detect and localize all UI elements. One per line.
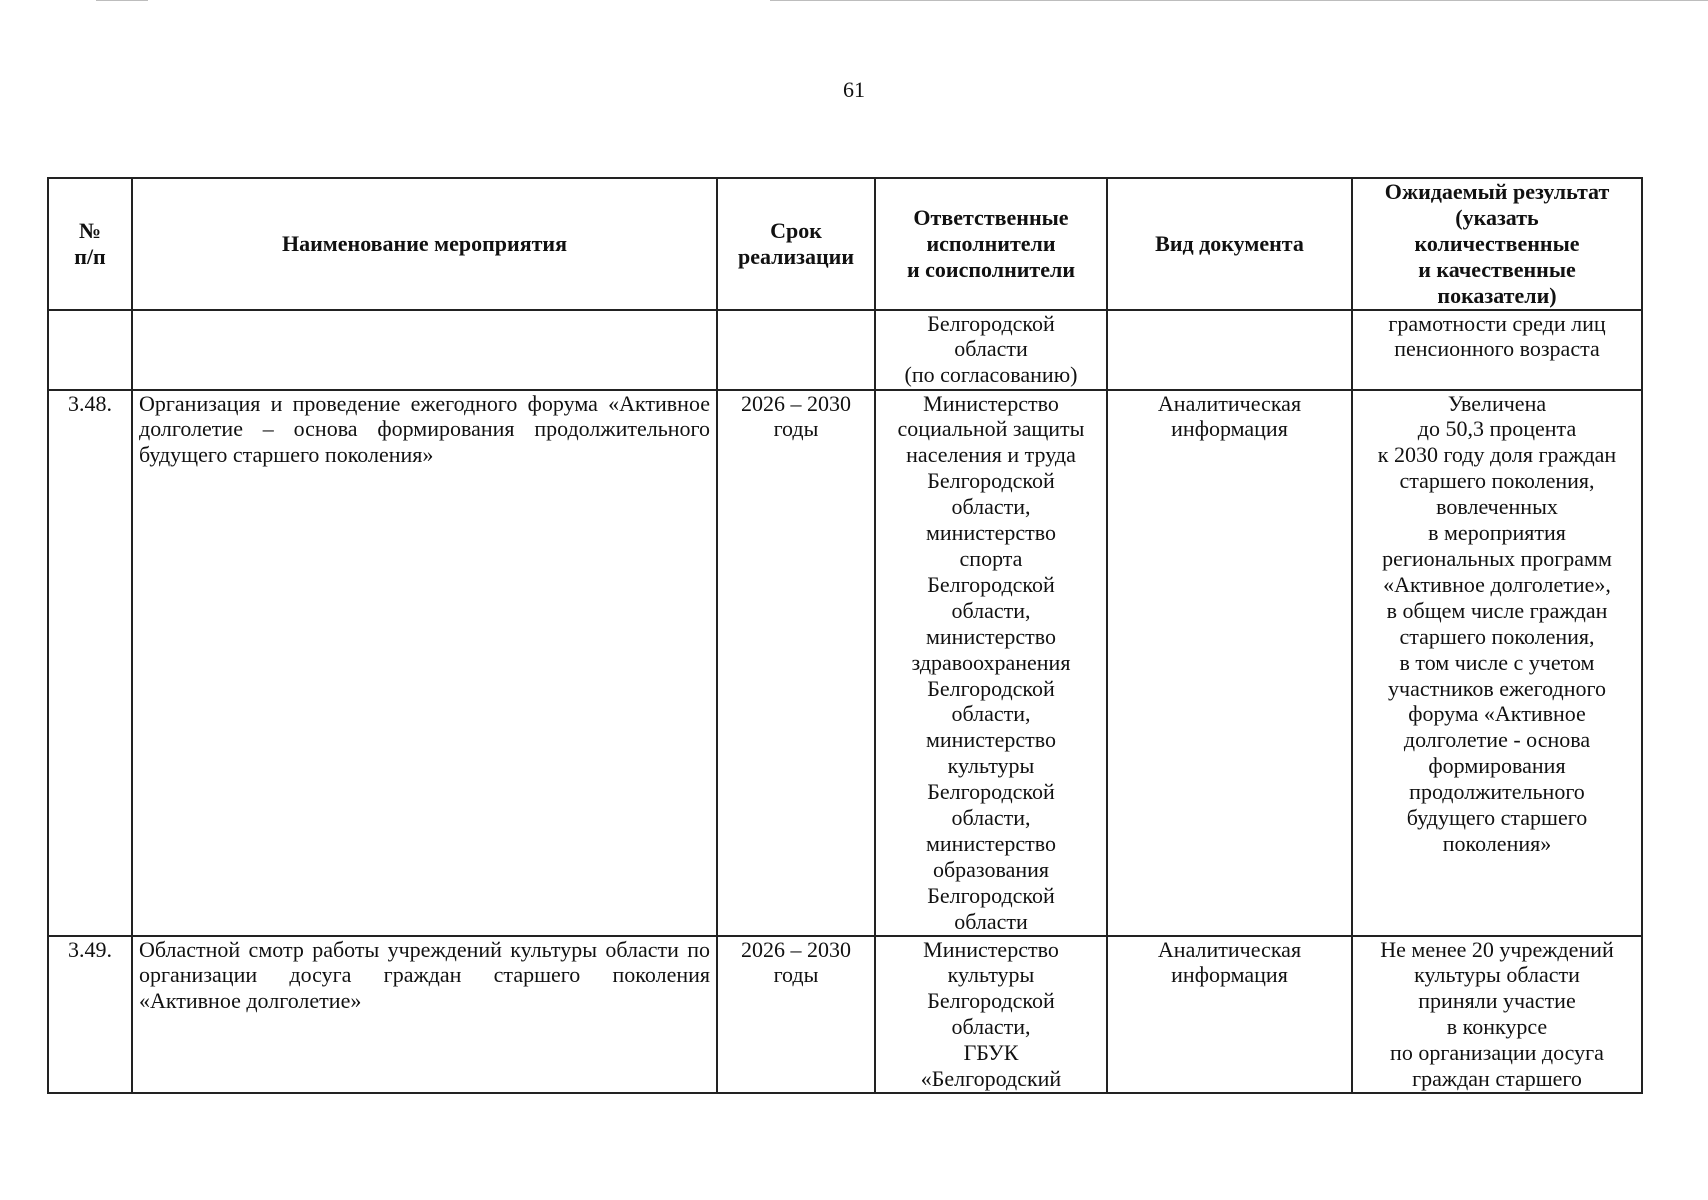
cell-text-line: будущего старшего — [1406, 805, 1588, 831]
cell-text-line: годы — [773, 962, 819, 988]
page-number: 61 — [843, 77, 865, 102]
cell-responsible — [875, 936, 1107, 1093]
cell-text-line: «Активное долголетие», — [1383, 571, 1611, 597]
cell-text-line: и качественные — [1418, 256, 1576, 282]
cell-doc-type — [1107, 390, 1352, 936]
cell-num: 3.48. — [48, 390, 132, 936]
cell-text-line: исполнители — [926, 230, 1056, 256]
cell-text-line: грамотности среди лиц — [1388, 310, 1606, 336]
cell-text-line: Белгородской — [927, 779, 1055, 805]
cell-text-line: показатели) — [1437, 282, 1557, 308]
cell-text-line: 2026 – 2030 — [741, 390, 851, 416]
header-num — [48, 178, 132, 310]
cell-text-line: области, — [951, 597, 1031, 623]
cell-text-line: Белгородской — [927, 988, 1055, 1014]
cell-num — [48, 310, 132, 390]
cell-text-line: № — [78, 217, 102, 243]
cell-text-line: образования — [932, 856, 1050, 882]
cell-text-line: информация — [1171, 962, 1288, 988]
cell-text-line: по организации досуга — [1390, 1040, 1604, 1066]
cell-text-line: реализации — [737, 243, 855, 269]
cell-text-line: области, — [951, 805, 1031, 831]
cell-text-line: в конкурсе — [1446, 1014, 1548, 1040]
cell-text-line: культуры — [947, 753, 1035, 779]
cell-text-line: министерство — [925, 520, 1056, 546]
cell-text-line: поколения» — [1442, 830, 1552, 856]
cell-text-line: культуры — [947, 962, 1035, 988]
cell-text-line: социальной защиты — [897, 416, 1085, 442]
cell-text-line: годы — [773, 416, 819, 442]
cell-text-line: культуры области — [1414, 962, 1580, 988]
cell-text-line: формирования — [1428, 753, 1566, 779]
cell-text-line: здравоохранения — [911, 649, 1071, 675]
cell-text-line: региональных программ — [1382, 545, 1612, 571]
header-responsible — [875, 178, 1107, 310]
cell-text-line: Аналитическая — [1157, 936, 1302, 962]
cell-text-line: вовлеченных — [1436, 494, 1558, 520]
table-row — [48, 310, 1642, 390]
cell-text-line: Ответственные — [913, 204, 1069, 230]
cell-text-line: «Белгородский — [920, 1066, 1062, 1092]
cell-text-line: старшего поколения, — [1399, 468, 1595, 494]
cell-name — [132, 390, 717, 936]
table-row — [48, 390, 1642, 936]
cell-text-line: ГБУК — [963, 1040, 1019, 1066]
cell-text-line: и соисполнители — [906, 256, 1076, 282]
cell-text-line: продолжительного — [1409, 779, 1585, 805]
cell-text-line: Не менее 20 учреждений — [1380, 936, 1614, 962]
header-expected-result — [1352, 178, 1642, 310]
cell-text-line: Министерство — [923, 936, 1059, 962]
cell-text-line: Белгородской — [927, 571, 1055, 597]
cell-text-line: области, — [951, 494, 1031, 520]
cell-text-line: министерство — [925, 830, 1056, 856]
cell-name — [132, 936, 717, 1093]
cell-term — [717, 310, 875, 390]
cell-text-line: Ожидаемый результат — [1384, 179, 1610, 204]
cell-text-line: количественные — [1414, 230, 1580, 256]
header-term — [717, 178, 875, 310]
cell-text-line: министерство — [925, 727, 1056, 753]
cell-text-line: Министерство — [923, 390, 1059, 416]
cell-name — [132, 310, 717, 390]
cell-text-line: (по согласованию) — [904, 362, 1078, 388]
cell-text-line: Организация и проведение ежегодного форума «Активное долголетие – основа формирования продолжительного будущего старшего поколения» — [139, 390, 710, 468]
cell-expected-result — [1352, 936, 1642, 1093]
cell-text-line: п/п — [74, 243, 106, 269]
cell-text-line: 2026 – 2030 — [741, 936, 851, 962]
cell-text-line: Наименование мероприятия — [281, 230, 568, 256]
cell-doc-type — [1107, 310, 1352, 390]
cell-text-line: Белгородской — [927, 675, 1055, 701]
cell-text-line: к 2030 году доля граждан — [1377, 442, 1617, 468]
cell-text-line: Областной смотр работы учреждений культуры области по организации досуга граждан старшего поколения «Активное долголетие» — [139, 936, 710, 1014]
cell-text-line: Белгородской — [927, 468, 1055, 494]
cell-text-line: министерство — [925, 623, 1056, 649]
cell-text-line: в мероприятия — [1428, 520, 1566, 546]
cell-text-line: Аналитическая — [1157, 390, 1302, 416]
cell-term — [717, 390, 875, 936]
cell-text-line: участников ежегодного — [1388, 675, 1606, 701]
cell-expected-result — [1352, 310, 1642, 390]
cell-text-line: в общем числе граждан — [1386, 597, 1608, 623]
measures-table — [47, 177, 1643, 1094]
cell-responsible — [875, 390, 1107, 936]
cell-text-line: Увеличена — [1447, 390, 1547, 416]
scan-artifact-line — [96, 0, 148, 1]
header-name — [132, 178, 717, 310]
cell-text-line: Белгородской — [927, 882, 1055, 908]
cell-text-line: старшего поколения, — [1399, 623, 1595, 649]
table-header-row — [48, 178, 1642, 310]
cell-text-line: приняли участие — [1418, 988, 1576, 1014]
scan-artifact-line — [770, 0, 1708, 1]
cell-text-line: спорта — [959, 545, 1023, 571]
cell-text-line: области — [954, 908, 1028, 934]
cell-expected-result — [1352, 390, 1642, 936]
cell-text-line: граждан старшего — [1412, 1066, 1582, 1092]
cell-term — [717, 936, 875, 1093]
cell-text-line: Срок — [770, 217, 822, 243]
cell-text-line: области, — [951, 1014, 1031, 1040]
cell-text-line: области, — [951, 701, 1031, 727]
cell-text-line: Вид документа — [1155, 230, 1304, 256]
cell-doc-type — [1107, 936, 1352, 1093]
cell-text-line: долголетие - основа — [1403, 727, 1591, 753]
cell-text-line: населения и труда — [906, 442, 1076, 468]
table-row — [48, 936, 1642, 1093]
cell-text-line: Белгородской — [927, 310, 1055, 336]
header-doc-type — [1107, 178, 1352, 310]
cell-text-line: форума «Активное — [1408, 701, 1586, 727]
cell-num: 3.49. — [48, 936, 132, 1093]
cell-text-line: в том числе с учетом — [1399, 649, 1595, 675]
cell-text-line: (указать — [1455, 204, 1539, 230]
cell-text-line: области — [954, 336, 1028, 362]
cell-text-line: до 50,3 процента — [1417, 416, 1577, 442]
cell-responsible — [875, 310, 1107, 390]
cell-text-line: информация — [1171, 416, 1288, 442]
cell-text-line: пенсионного возраста — [1394, 336, 1600, 362]
